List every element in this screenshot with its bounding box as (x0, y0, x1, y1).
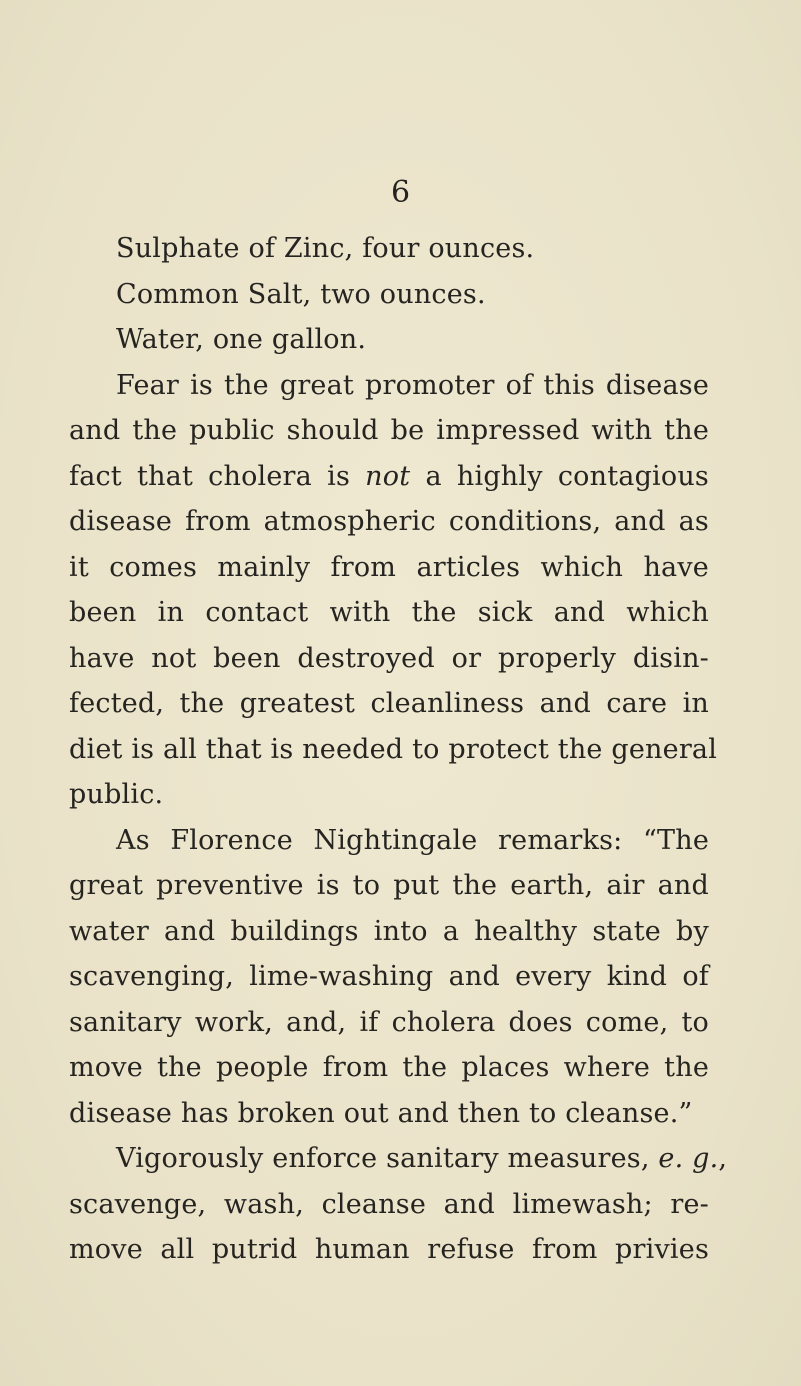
text-line: great preventive is to put the earth, air and (69, 870, 709, 901)
text-line: Vigorously enforce sanitary measures, e. g., (116, 1143, 728, 1174)
text-line: fected, the greatest cleanliness and care in (69, 688, 709, 719)
text-line: diet is all that is needed to protect the general (69, 733, 718, 765)
text-line: disease from atmospheric conditions, and as (69, 506, 709, 537)
text-line: disease has broken out and then to cleanse.” (69, 1097, 693, 1129)
italic-emphasis: not (365, 460, 411, 492)
page-number: 6 (390, 175, 411, 210)
text-line: been in contact with the sick and which (69, 597, 709, 628)
text-line: scavenge, wash, cleanse and limewash; re- (69, 1188, 709, 1220)
text-line: water and buildings into a healthy state by (69, 915, 709, 947)
text-line: sanitary work, and, if cholera does come, to (69, 1006, 709, 1038)
text-line: have not been destroyed or properly disin- (69, 642, 709, 674)
text-line: it comes mainly from articles which have (69, 551, 709, 583)
text-line: Fear is the great promoter of this disease (116, 369, 709, 401)
text-line: and the public should be impressed with the (69, 415, 709, 446)
text-line: Sulphate of Zinc, four ounces. (116, 233, 535, 264)
text-line: Water, one gallon. (116, 324, 367, 355)
italic-emphasis: e. g. (658, 1143, 719, 1174)
text-line: move all putrid human refuse from privies (69, 1234, 709, 1265)
text-line: Common Salt, two ounces. (116, 278, 486, 310)
text-line: As Florence Nightingale remarks: “The (116, 824, 709, 856)
text-line: scavenging, lime-washing and every kind of (69, 961, 709, 992)
text-line: public. (69, 779, 164, 810)
text-line: fact that cholera is not a highly contagious (69, 460, 709, 492)
text-line: move the people from the places where the (69, 1052, 709, 1083)
body-text (69, 226, 728, 1273)
